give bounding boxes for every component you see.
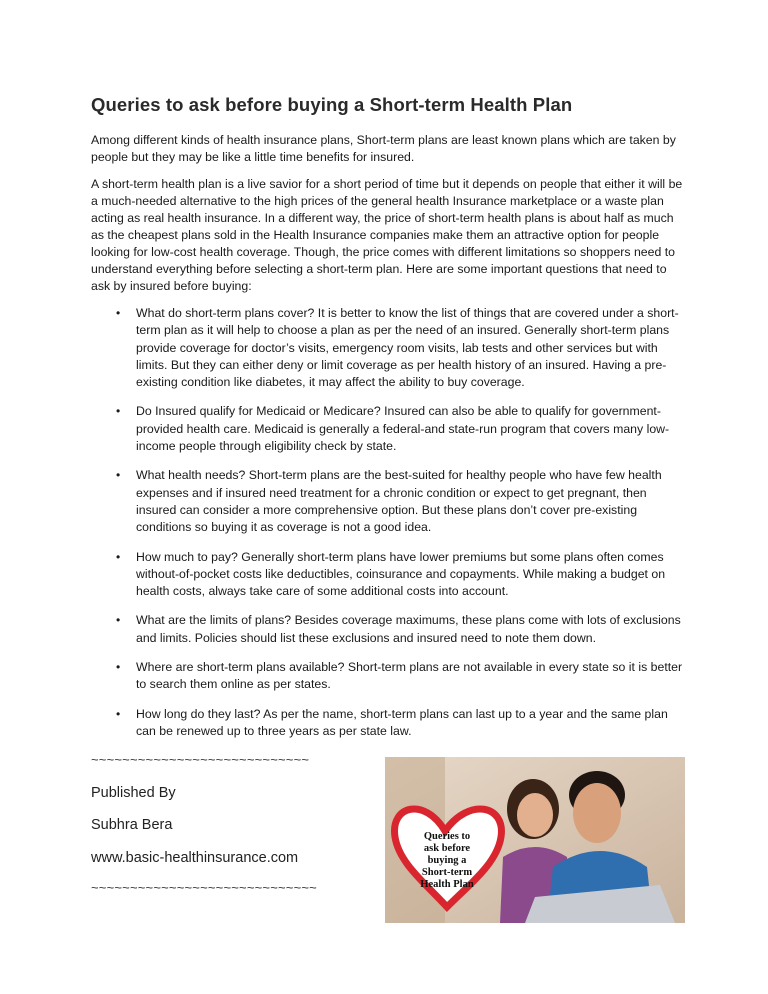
bullet-icon: • xyxy=(116,468,121,483)
heart-text-line: Queries to xyxy=(423,831,471,842)
photo-illustration xyxy=(385,757,685,923)
document-body xyxy=(91,94,683,752)
list-item: • Where are short-term plans available? Short-term plans are not available in every state so it is better to search them online as per states. xyxy=(116,660,683,692)
bullet-icon: • xyxy=(116,306,121,320)
published-by-label: Published By xyxy=(91,785,176,801)
intro-paragraph-2: A short-term health plan is a live savior for a short period of time but it depends on people that either it will be a much-needed alternative to the high prices of the general health Insurance marketplace or a waste plan acting as real health insurance. In a different way, the price of short-term health plans is about half as much as the cheapest plans sold in the Health Insurance companies make them an attractive option for people looking for low-cost health coverage. Though, the price comes with different limitations so shoppers need to understand everything before selecting a short-term plan. Here are some important questions that need to ask by insured before buying: xyxy=(91,177,683,293)
heart-text-line: ask before xyxy=(423,843,471,854)
author-name: Subhra Bera xyxy=(91,817,173,833)
list-item: • How much to pay? Generally short-term plans have lower premiums but some plans often comes without-of-pocket costs like deductibles, coinsurance and copayments. While making a budget on health costs, always take care of some additional costs into account. xyxy=(116,549,666,599)
page-title: Queries to ask before buying a Short-term Health Plan xyxy=(91,94,573,115)
list-item: • What do short-term plans cover? It is better to know the list of things that are covered under a short-term plan as it will help to choose a plan as per the need of an insured. Generally short-term plans provide coverage for doctor’s visits, emergency room visits, lab tests and other services but with limits. But they can either deny or limit coverage as per health history of an insured. Having a pre-existing condition like diabetes, it may affect the ability to buy coverage. xyxy=(116,306,679,390)
heart-text-line: Short-term xyxy=(421,867,473,878)
intro-paragraph-1: Among different kinds of health insurance plans, Short-term plans are least known plans which are taken by people but they may be like a little time benefits for insured. xyxy=(91,133,676,164)
bullet-icon: • xyxy=(116,660,121,675)
list-item: • What are the limits of plans? Besides coverage maximums, these plans come with lots of exclusions and limits. Policies should list these exclusions and insured need to note them down. xyxy=(116,613,681,645)
website-link[interactable]: www.basic-healthinsurance.com xyxy=(91,850,299,866)
list-item: • What health needs? Short-term plans are the best-suited for healthy people who have few health expenses and if insured need treatment for a chronic condition or expect to get pregnant, then insured can consider a more comprehensive option. But these plans don’t cover pre-existing conditions so buying it as coverage is not a good idea. xyxy=(116,468,662,535)
list-item: • Do Insured qualify for Medicaid or Medicare? Insured can also be able to qualify for government-provided health care. Medicaid is generally a federal-and state-run program that covers many low-income people through eligibility check by state. xyxy=(116,404,670,454)
woman-face xyxy=(517,793,553,837)
bullet-icon: • xyxy=(116,404,121,419)
questions-list xyxy=(91,305,683,740)
man-face xyxy=(573,783,621,843)
heart-text-line: buying a xyxy=(427,855,467,866)
heart-text-line: Health Plan xyxy=(420,879,474,890)
divider-top: ~~~~~~~~~~~~~~~~~~~~~~~~~~~~ xyxy=(91,752,310,767)
bullet-icon: • xyxy=(116,706,121,721)
list-item: • How long do they last? As per the name, short-term plans can last up to a year and the same plan can be renewed up to three years as per state law. xyxy=(116,706,668,738)
couple-photo xyxy=(385,757,685,923)
bullet-icon: • xyxy=(116,549,121,564)
bullet-icon: • xyxy=(116,613,121,628)
divider-bottom: ~~~~~~~~~~~~~~~~~~~~~~~~~~~~~ xyxy=(91,880,317,895)
